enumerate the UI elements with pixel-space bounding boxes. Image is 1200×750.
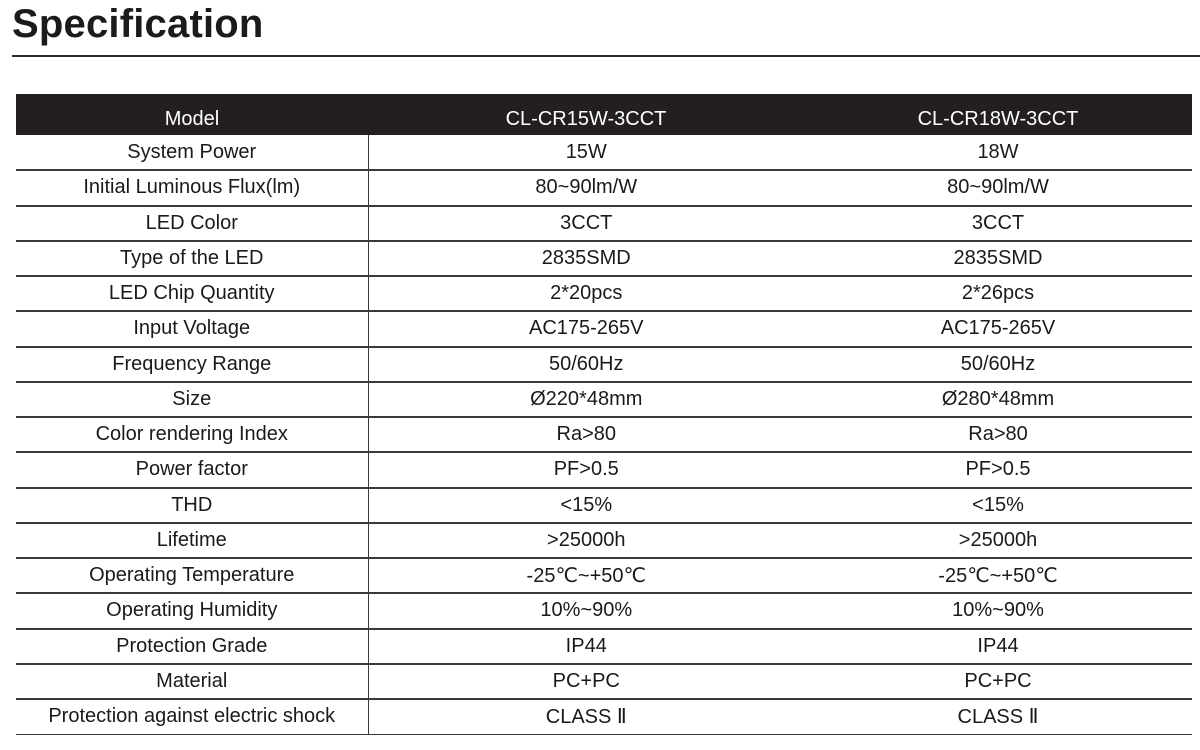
table-row (16, 311, 1192, 346)
row-value-18w: Ø280*48mm (804, 382, 1192, 417)
row-value-15w: <15% (368, 488, 804, 523)
row-value-15w: 15W (368, 135, 804, 170)
table-row (16, 170, 1192, 205)
row-label: Frequency Range (16, 347, 368, 382)
table-row (16, 135, 1192, 170)
row-value-18w: AC175-265V (804, 311, 1192, 346)
row-label: LED Chip Quantity (16, 276, 368, 311)
table-row (16, 382, 1192, 417)
table-row (16, 488, 1192, 523)
row-value-15w: CLASS Ⅱ (368, 699, 804, 734)
row-value-15w: Ra>80 (368, 417, 804, 452)
row-value-18w: 50/60Hz (804, 347, 1192, 382)
row-value-15w: >25000h (368, 523, 804, 558)
row-label: Initial Luminous Flux(lm) (16, 170, 368, 205)
title-divider (12, 55, 1200, 57)
row-label: Type of the LED (16, 241, 368, 276)
table-header-row (16, 94, 1192, 135)
row-value-18w: CLASS Ⅱ (804, 699, 1192, 734)
row-value-15w: -25℃~+50℃ (368, 558, 804, 593)
row-value-15w: IP44 (368, 629, 804, 664)
table-row (16, 523, 1192, 558)
table-body (16, 135, 1192, 734)
row-value-15w: Ø220*48mm (368, 382, 804, 417)
row-label: System Power (16, 135, 368, 170)
row-label: Protection against electric shock (16, 699, 368, 734)
row-value-18w: 3CCT (804, 206, 1192, 241)
row-value-15w: AC175-265V (368, 311, 804, 346)
row-value-15w: 80~90lm/W (368, 170, 804, 205)
row-label: Input Voltage (16, 311, 368, 346)
table-row (16, 629, 1192, 664)
table-row (16, 206, 1192, 241)
row-value-18w: <15% (804, 488, 1192, 523)
row-value-15w: 2835SMD (368, 241, 804, 276)
row-value-18w: 2835SMD (804, 241, 1192, 276)
row-label: Lifetime (16, 523, 368, 558)
row-label: Protection Grade (16, 629, 368, 664)
row-value-18w: 80~90lm/W (804, 170, 1192, 205)
table-row (16, 699, 1192, 734)
row-value-15w: 10%~90% (368, 593, 804, 628)
header-model-18w: CL-CR18W-3CCT (804, 94, 1192, 135)
header-model-15w: CL-CR15W-3CCT (368, 94, 804, 135)
table-row (16, 593, 1192, 628)
specification-table (16, 94, 1192, 735)
row-label: THD (16, 488, 368, 523)
page-title: Specification (12, 2, 264, 46)
row-value-18w: >25000h (804, 523, 1192, 558)
row-value-15w: PC+PC (368, 664, 804, 699)
row-value-15w: PF>0.5 (368, 452, 804, 487)
row-value-18w: IP44 (804, 629, 1192, 664)
table-row (16, 417, 1192, 452)
table-row (16, 241, 1192, 276)
row-value-18w: PF>0.5 (804, 452, 1192, 487)
row-label: Power factor (16, 452, 368, 487)
table-row (16, 276, 1192, 311)
row-value-15w: 50/60Hz (368, 347, 804, 382)
table-row (16, 347, 1192, 382)
row-value-18w: 10%~90% (804, 593, 1192, 628)
row-value-18w: PC+PC (804, 664, 1192, 699)
header-model: Model (16, 94, 368, 135)
row-label: Color rendering Index (16, 417, 368, 452)
row-value-18w: 18W (804, 135, 1192, 170)
row-value-18w: 2*26pcs (804, 276, 1192, 311)
row-label: Material (16, 664, 368, 699)
row-label: LED Color (16, 206, 368, 241)
row-value-18w: Ra>80 (804, 417, 1192, 452)
row-label: Operating Humidity (16, 593, 368, 628)
table-row (16, 664, 1192, 699)
row-value-15w: 3CCT (368, 206, 804, 241)
row-label: Operating Temperature (16, 558, 368, 593)
table-row (16, 452, 1192, 487)
row-value-15w: 2*20pcs (368, 276, 804, 311)
table-row (16, 558, 1192, 593)
row-label: Size (16, 382, 368, 417)
row-value-18w: -25℃~+50℃ (804, 558, 1192, 593)
